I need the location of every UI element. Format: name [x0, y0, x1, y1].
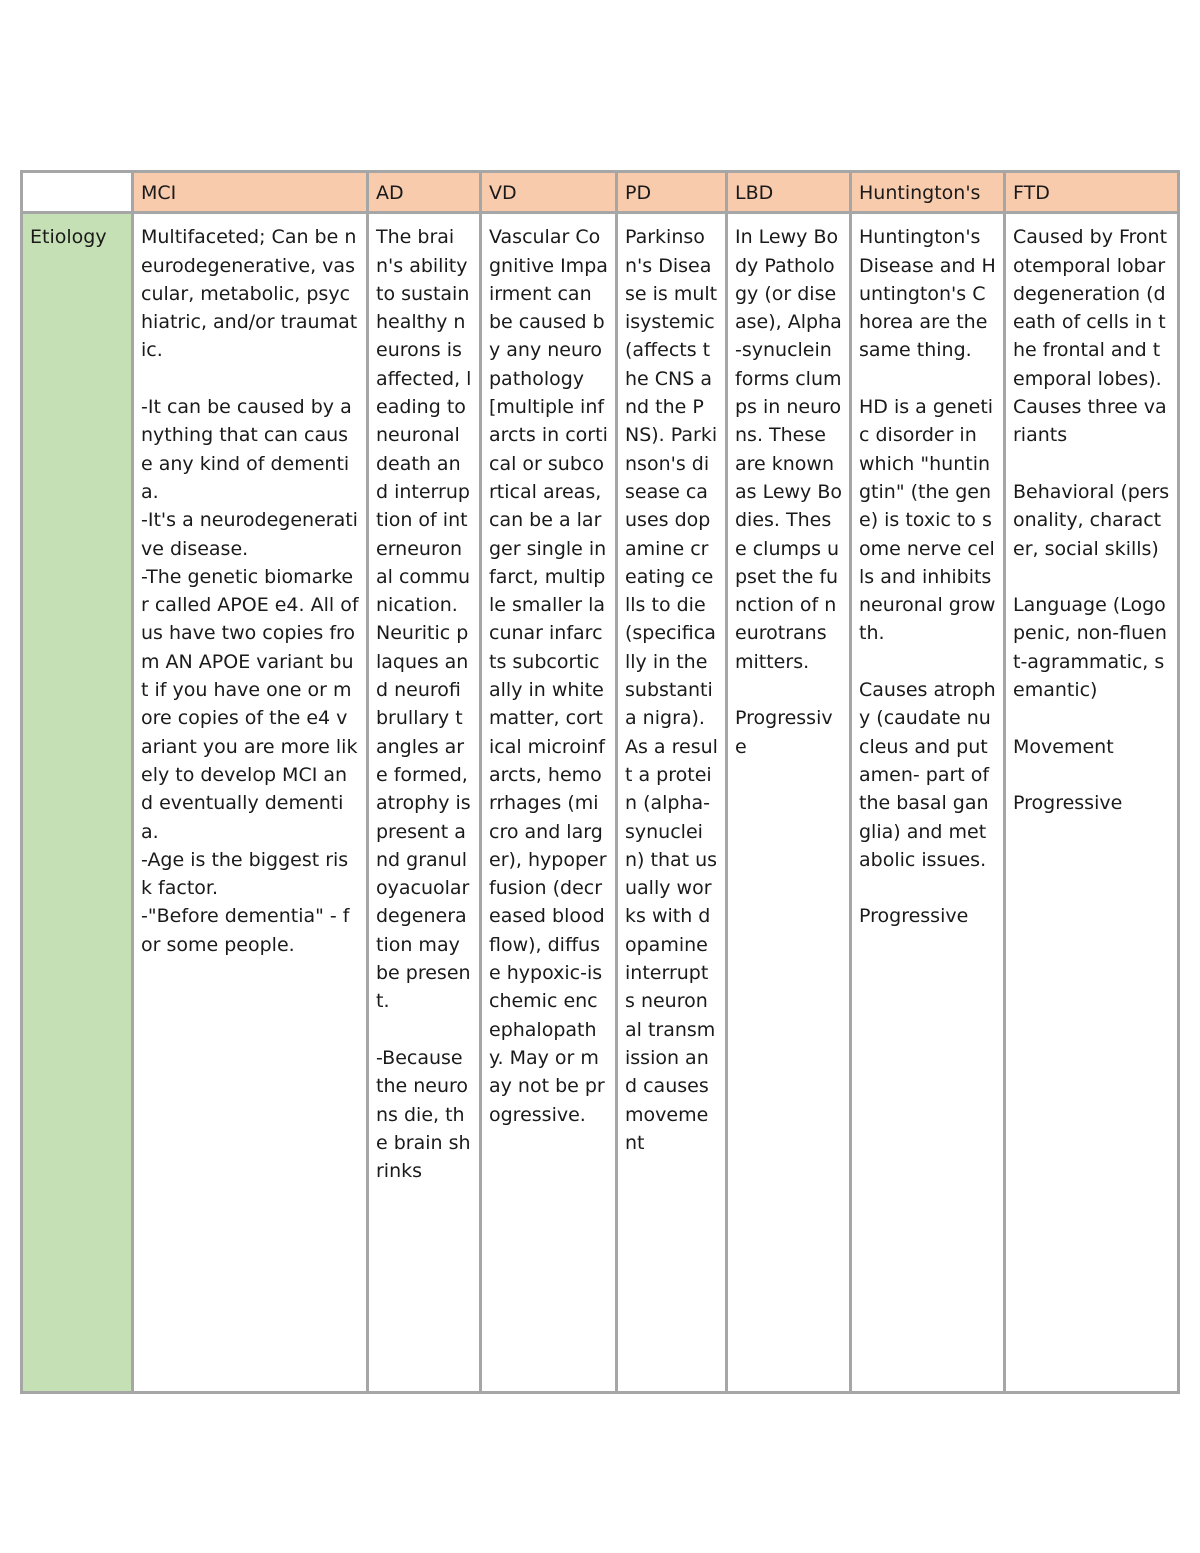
cell-ad-etiology: The brain's ability to sustain healthy neurons is affected, leading to neuronal death and interruption of interneuronal communication. Neuritic plaques and neurofibrullary tangles are formed, atrophy is present and granuloyacuolar degeneration may be present. -Because the neurons die, the brain shrinks — [368, 213, 481, 1393]
cell-vd-etiology: Vascular Cognitive Impairment can be caused by any neuropathology [multiple infarcts in cortical or subcortical areas, can be a larger single infarct, multiple smaller lacunar infarcts subcortically in white matter, cortical microinfarcts, hemorrhages (micro and larger), hypoperfusion (decreased blood flow), diffuse hypoxic-ischemic encephalopathy. May or may not be progressive. — [481, 213, 617, 1393]
comparison-table — [20, 170, 1180, 1394]
table-row-etiology — [22, 213, 1179, 1393]
cell-lbd-etiology: In Lewy Body Pathology (or disease), Alpha-synuclein forms clumps in neurons. These are known as Lewy Bodies. These clumps upset the function of neurotransmitters. Progressive — [727, 213, 851, 1393]
header-vd: VD — [481, 172, 617, 213]
row-label-etiology: Etiology — [22, 213, 133, 1393]
header-mci: MCI — [133, 172, 368, 213]
cell-pd-etiology: Parkinson's Disease is multisystemic (affects the CNS and the PNS). Parkinson's disease causes dopamine creating cells to die (specifically in the substantia nigra). As a result a protein (alpha-synuclein) that usually works with dopamine interrupts neuronal transmission and causes movement — [617, 213, 727, 1393]
header-corner-cell — [22, 172, 133, 213]
cell-huntingtons-etiology: Huntington's Disease and Huntington's Chorea are the same thing. HD is a genetic disorder in which "huntingtin" (the gene) is toxic to some nerve cells and inhibits neuronal growth. Causes atrophy (caudate nucleus and putamen- part of the basal ganglia) and metabolic issues. Progressive — [851, 213, 1005, 1393]
cell-ftd-etiology: Caused by Frontotemporal lobar degeneration (death of cells in the frontal and temporal lobes). Causes three variants Behavioral (personality, character, social skills) Language (Logopenic, non-fluent-agrammatic, semantic) Movement Progressive — [1005, 213, 1179, 1393]
header-lbd: LBD — [727, 172, 851, 213]
cell-mci-etiology: Multifaceted; Can be neurodegenerative, vascular, metabolic, psychiatric, and/or traumatic. -It can be caused by anything that can cause any kind of dementia. -It's a neurodegenerative disease. -The genetic biomarker called APOE e4. All of us have two copies from AN APOE variant but if you have one or more copies of the e4 variant you are more likely to develop MCI and eventually dementia. -Age is the biggest risk factor. -"Before dementia" - for some people. — [133, 213, 368, 1393]
header-huntingtons: Huntington's — [851, 172, 1005, 213]
header-ad: AD — [368, 172, 481, 213]
header-row — [22, 172, 1179, 213]
header-ftd: FTD — [1005, 172, 1179, 213]
header-pd: PD — [617, 172, 727, 213]
